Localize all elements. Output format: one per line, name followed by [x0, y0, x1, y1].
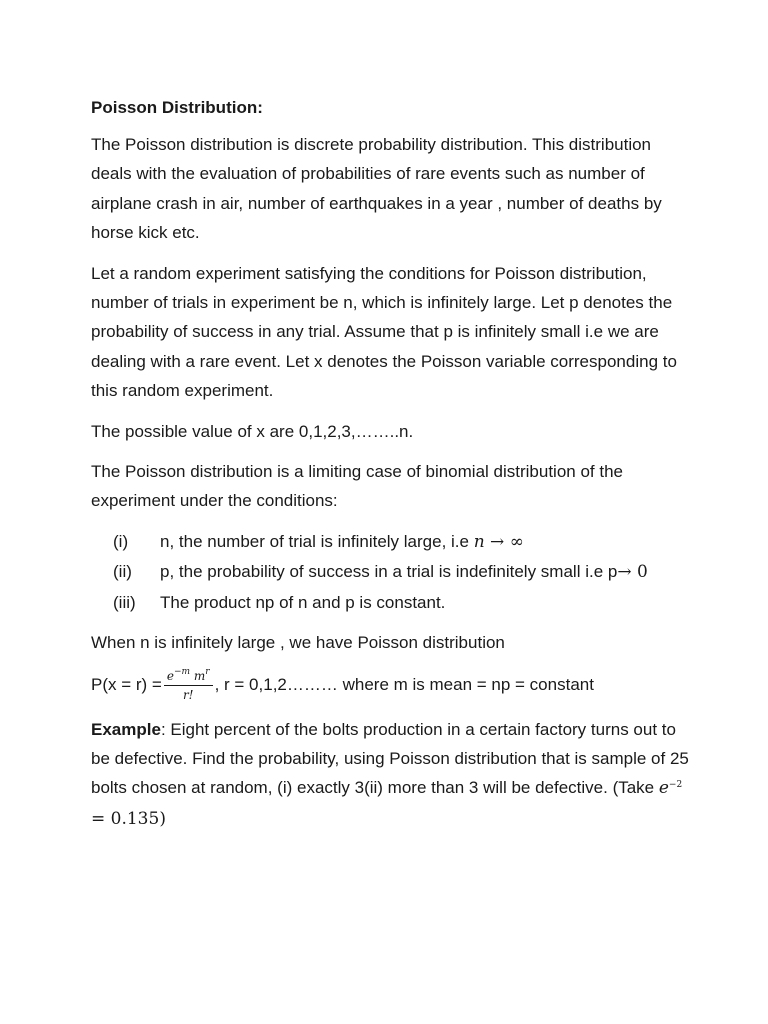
formula-e-exponent: −m: [173, 666, 191, 677]
condition-item: [91, 527, 691, 557]
formula-denominator: r!: [182, 687, 194, 702]
formula-numerator: [164, 666, 213, 686]
example-label: Example: [91, 719, 161, 739]
formula-e: e: [166, 668, 174, 683]
example-text: : Eight percent of the bolts production in a certain factory turns out to be defective. Find the probability, using Poisson distribution that is sample of 25 bolts chosen at random, (i) exactly 3(ii) more than 3 will be defective. (Take: [91, 719, 689, 798]
example-math-base: e: [658, 778, 669, 799]
condition-item: [91, 557, 691, 587]
experiment-paragraph: Let a random experiment satisfying the conditions for Poisson distribution, number of trials in experiment be n, which is infinitely large. Let p denotes the probability of success in any trial. Assume that p is infinitely small i.e we are dealing with a rare event. Let x denotes the Poisson variable corresponding to this random experiment.: [91, 263, 677, 401]
formula-lhs: P(x = r) =: [91, 675, 162, 694]
condition-math: n → ∞: [473, 531, 524, 552]
section-heading: Poisson Distribution:: [91, 98, 263, 117]
limiting-case-paragraph: The Poisson distribution is a limiting case of binomial distribution of the experiment under the conditions:: [91, 462, 623, 511]
possible-values-paragraph: The possible value of x are 0,1,2,3,……..n.: [91, 421, 414, 441]
condition-text-plain: p, the probability of success in a trial is indefinitely small i.e p: [160, 562, 618, 582]
formula-fraction: [164, 666, 213, 702]
condition-text: The product np of n and p is constant.: [160, 592, 446, 612]
formula-m: m: [193, 668, 206, 683]
condition-number: (ii): [113, 562, 132, 582]
example-math-exponent: −2: [668, 780, 683, 791]
formula-rhs: , r = 0,1,2……… where m is mean = np = constant: [214, 675, 594, 694]
condition-number: (i): [113, 531, 129, 551]
condition-text: [160, 527, 691, 557]
formula-m-exponent: r: [205, 666, 210, 677]
infinitely-large-paragraph: When n is infinitely large , we have Poisson distribution: [91, 633, 505, 653]
example-paragraph: [91, 715, 691, 835]
condition-text: [160, 557, 691, 587]
conditions-list: [91, 527, 691, 617]
condition-text-plain: n, the number of trial is infinitely large, i.e: [160, 531, 474, 551]
intro-paragraph: The Poisson distribution is discrete probability distribution. This distribution deals with the evaluation of probabilities of rare events such as number of airplane crash in air, number of earthquakes in a year , number of deaths by horse kick etc.: [91, 135, 662, 243]
condition-math: → 0: [617, 562, 648, 583]
document-page: [91, 93, 691, 845]
condition-item: [91, 588, 691, 617]
condition-number: (iii): [113, 592, 136, 612]
poisson-formula: [91, 666, 691, 702]
example-math-rest: = 0.135): [91, 808, 166, 829]
